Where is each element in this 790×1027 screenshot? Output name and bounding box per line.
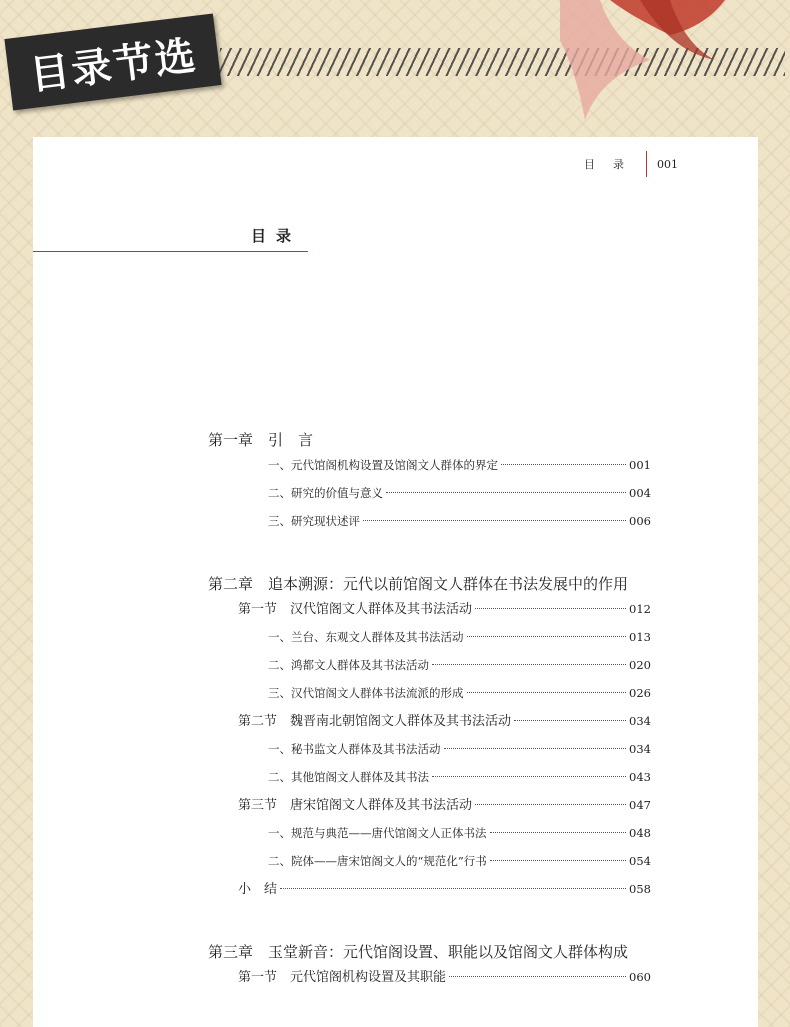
- entry-label: 三、研究现状述评: [268, 514, 360, 528]
- toc-item-entry[interactable]: [208, 451, 651, 479]
- toc-item-entry[interactable]: [208, 623, 651, 651]
- entry-page-number: 006: [629, 514, 651, 528]
- chapter-title[interactable]: 第一章 引 言: [208, 431, 314, 449]
- entry-page-number: 047: [629, 798, 651, 812]
- toc-heading: [33, 225, 308, 252]
- entry-label: 三、汉代馆阁文人群体书法流派的形成: [268, 686, 464, 700]
- entry-label: 一、元代馆阁机构设置及馆阁文人群体的界定: [268, 458, 498, 472]
- toc-item-entry[interactable]: [208, 847, 651, 875]
- banner-label: [4, 13, 221, 110]
- toc-section-entry[interactable]: [208, 875, 651, 903]
- chapter-spacer: [208, 535, 651, 573]
- maple-leaf-icon: [540, 0, 730, 120]
- dot-leader: [432, 776, 626, 777]
- toc-item-entry[interactable]: [208, 507, 651, 535]
- dot-leader: [280, 888, 626, 889]
- dot-leader: [467, 692, 627, 693]
- entry-page-number: 001: [629, 458, 651, 472]
- toc-section-entry[interactable]: [208, 963, 651, 991]
- entry-page-number: 048: [629, 826, 651, 840]
- dot-leader: [490, 832, 627, 833]
- document-page: [33, 137, 758, 1027]
- entry-label: 一、兰台、东观文人群体及其书法活动: [268, 630, 464, 644]
- entry-page-number: 034: [629, 714, 651, 728]
- dot-leader: [490, 860, 626, 861]
- entry-label: 二、鸿都文人群体及其书法活动: [268, 658, 429, 672]
- toc-item-entry[interactable]: [208, 651, 651, 679]
- entry-page-number: 012: [629, 602, 651, 616]
- entry-page-number: 060: [629, 970, 651, 984]
- entry-page-number: 058: [629, 882, 651, 896]
- entry-page-number: 013: [629, 630, 651, 644]
- dot-leader: [501, 464, 626, 465]
- toc-item-entry[interactable]: [208, 763, 651, 791]
- entry-page-number: 026: [629, 686, 651, 700]
- dot-leader: [514, 720, 626, 721]
- toc-section-entry[interactable]: [208, 791, 651, 819]
- running-head: [584, 151, 678, 177]
- running-head-title: 目录: [584, 158, 642, 171]
- toc-heading-text: 目录: [251, 227, 302, 245]
- entry-page-number: 043: [629, 770, 651, 784]
- dot-leader: [449, 976, 626, 977]
- toc-item-entry[interactable]: [208, 679, 651, 707]
- toc-item-entry[interactable]: [208, 479, 651, 507]
- entry-page-number: 054: [629, 854, 651, 868]
- dot-leader: [386, 492, 626, 493]
- entry-label: 第一节 汉代馆阁文人群体及其书法活动: [238, 602, 473, 617]
- entry-page-number: 004: [629, 486, 651, 500]
- dot-leader: [475, 608, 626, 609]
- toc-section-entry[interactable]: [208, 595, 651, 623]
- toc-section-entry[interactable]: [208, 707, 651, 735]
- chapter-title[interactable]: 第三章 玉堂新音：元代馆阁设置、职能以及馆阁文人群体构成: [208, 943, 629, 961]
- entry-label: 一、规范与典范——唐代馆阁文人正体书法: [268, 826, 487, 840]
- running-head-page: 001: [657, 157, 678, 171]
- chapter-title[interactable]: 第二章 追本溯源：元代以前馆阁文人群体在书法发展中的作用: [208, 575, 629, 593]
- dot-leader: [467, 636, 627, 637]
- table-of-contents: [208, 429, 651, 991]
- running-head-divider: [646, 151, 647, 177]
- entry-label: 二、其他馆阁文人群体及其书法: [268, 770, 429, 784]
- entry-label: 第三节 唐宋馆阁文人群体及其书法活动: [238, 798, 473, 813]
- entry-label: 第一节 元代馆阁机构设置及其职能: [238, 970, 447, 985]
- dot-leader: [363, 520, 626, 521]
- entry-label: 二、研究的价值与意义: [268, 486, 383, 500]
- toc-item-entry[interactable]: [208, 735, 651, 763]
- toc-item-entry[interactable]: [208, 819, 651, 847]
- dot-leader: [444, 748, 627, 749]
- entry-label: 二、院体——唐宋馆阁文人的“规范化”行书: [268, 854, 487, 868]
- entry-page-number: 020: [629, 658, 651, 672]
- entry-page-number: 034: [629, 742, 651, 756]
- entry-label: 第二节 魏晋南北朝馆阁文人群体及其书法活动: [238, 714, 512, 729]
- entry-label: 小 结: [238, 882, 278, 897]
- dot-leader: [432, 664, 626, 665]
- dot-leader: [475, 804, 626, 805]
- entry-label: 一、秘书监文人群体及其书法活动: [268, 742, 441, 756]
- header-banner: [0, 0, 790, 130]
- banner-title: 目录节选: [27, 32, 200, 99]
- chapter-spacer: [208, 903, 651, 941]
